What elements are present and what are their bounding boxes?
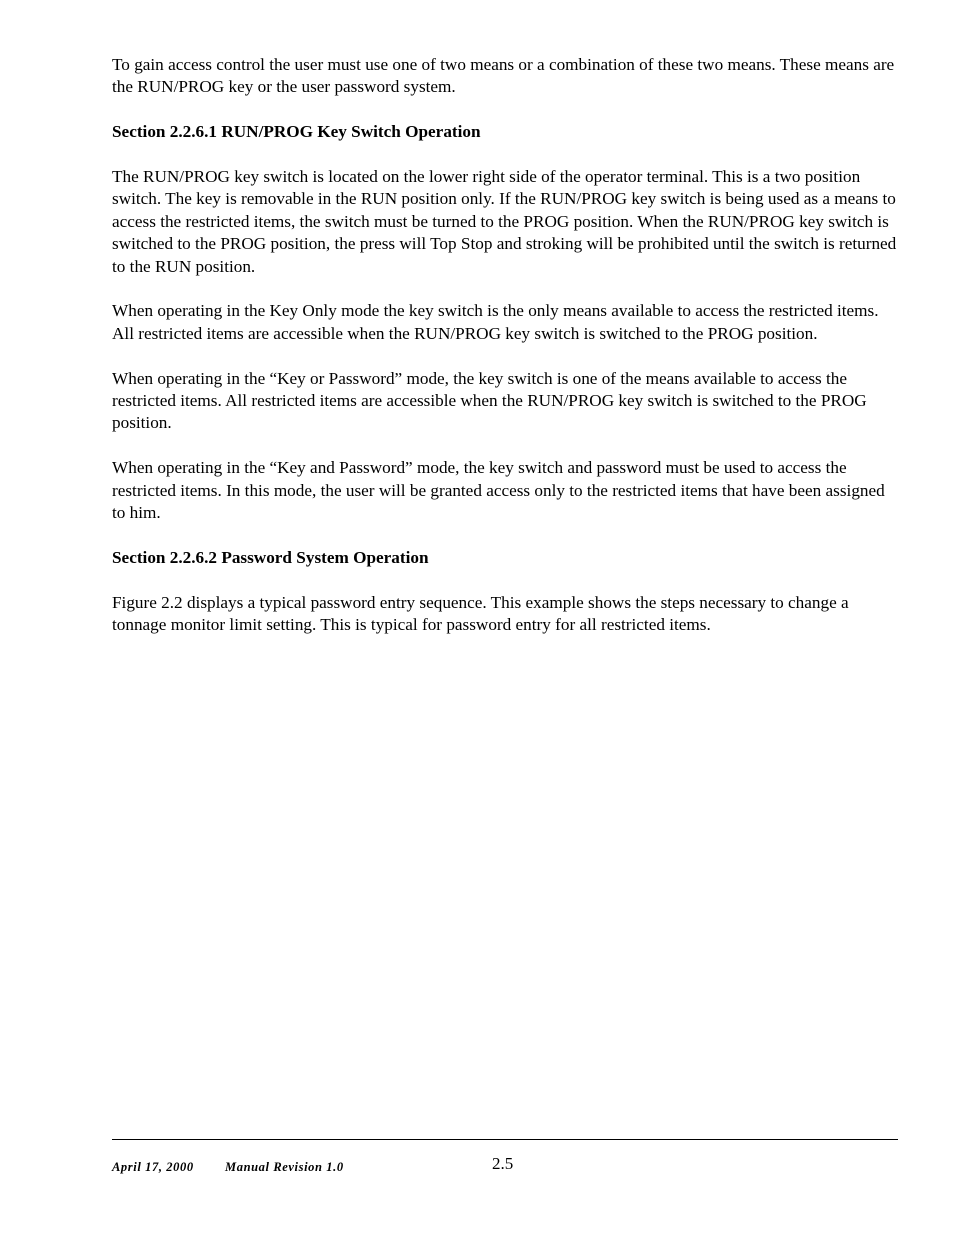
intro-paragraph: To gain access control the user must use one of two means or a combination of these two means. These means are the RUN/PROG key or the user password system.	[112, 55, 895, 97]
footer-revision: Manual Revision 1.0	[225, 1160, 344, 1174]
page-number: 2.5	[492, 1154, 514, 1173]
key-switch-description-paragraph: The RUN/PROG key switch is located on the lower right side of the operator terminal. This is a two position switch. The key is removable in the RUN position only. If the RUN/PROG key switch is being used as a means to access the restricted items, the switch must be turned to the PROG position. When the RUN/PROG key switch is switched to the PROG position, the press will Top Stop and stroking will be prohibited until the switch is returned to the RUN position.	[112, 167, 897, 276]
section-heading-key-switch: Section 2.2.6.1 RUN/PROG Key Switch Operation	[112, 122, 481, 142]
password-system-paragraph: Figure 2.2 displays a typical password entry sequence. This example shows the steps necessary to change a tonnage monitor limit setting. This is typical for password entry for all restricted items.	[112, 592, 849, 635]
footer-divider	[112, 1139, 898, 1140]
key-or-password-mode-paragraph: When operating in the “Key or Password” mode, the key switch is one of the means available to access the restricted items. All restricted items are accessible when the RUN/PROG key switch is switched to the PROG position.	[112, 368, 867, 433]
key-only-mode-paragraph: When operating in the Key Only mode the key switch is the only means available to access the restricted items. All restricted items are accessible when the RUN/PROG key switch is switched to the PROG position.	[112, 301, 879, 343]
page-body	[112, 54, 902, 659]
key-and-password-mode-paragraph: When operating in the “Key and Password” mode, the key switch and password must be used to access the restricted items. In this mode, the user will be granted access only to the restricted items that have been assigned to him.	[112, 458, 885, 523]
section-heading-password-system: Section 2.2.6.2 Password System Operation	[112, 547, 429, 567]
footer-date: April 17, 2000	[112, 1160, 194, 1174]
